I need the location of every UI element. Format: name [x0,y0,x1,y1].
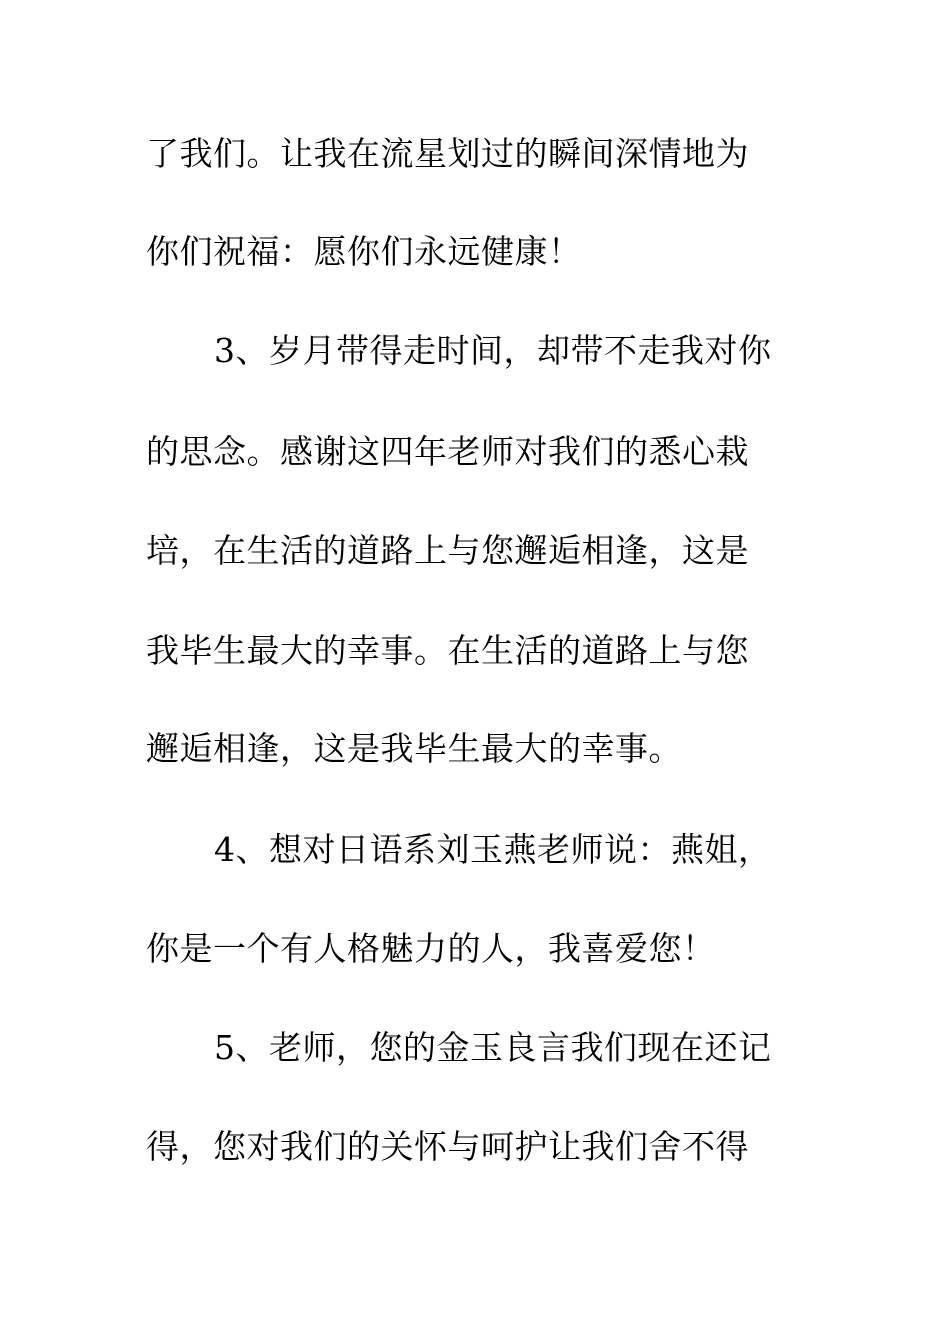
text-line: 培，在生活的道路上与您邂逅相逢，这是 [146,531,749,570]
paragraph-3-start: 3、岁月带得走时间，却带不走我对你 [214,331,772,370]
text-line: 我毕生最大的幸事。在生活的道路上与您 [146,631,749,670]
text-line: 得，您对我们的关怀与呵护让我们舍不得 [146,1127,749,1166]
text-line: 你是一个有人格魅力的人，我喜爱您！ [146,929,716,968]
paragraph-4-start: 4、想对日语系刘玉燕老师说：燕姐， [214,830,772,869]
text-line: 了我们。让我在流星划过的瞬间深情地为 [146,134,749,173]
paragraph-5-start: 5、老师，您的金玉良言我们现在还记 [214,1028,772,1067]
text-line: 邂逅相逢，这是我毕生最大的幸事。 [146,729,682,768]
text-line: 的思念。感谢这四年老师对我们的悉心栽 [146,432,749,471]
text-line: 你们祝福：愿你们永远健康！ [146,232,582,271]
